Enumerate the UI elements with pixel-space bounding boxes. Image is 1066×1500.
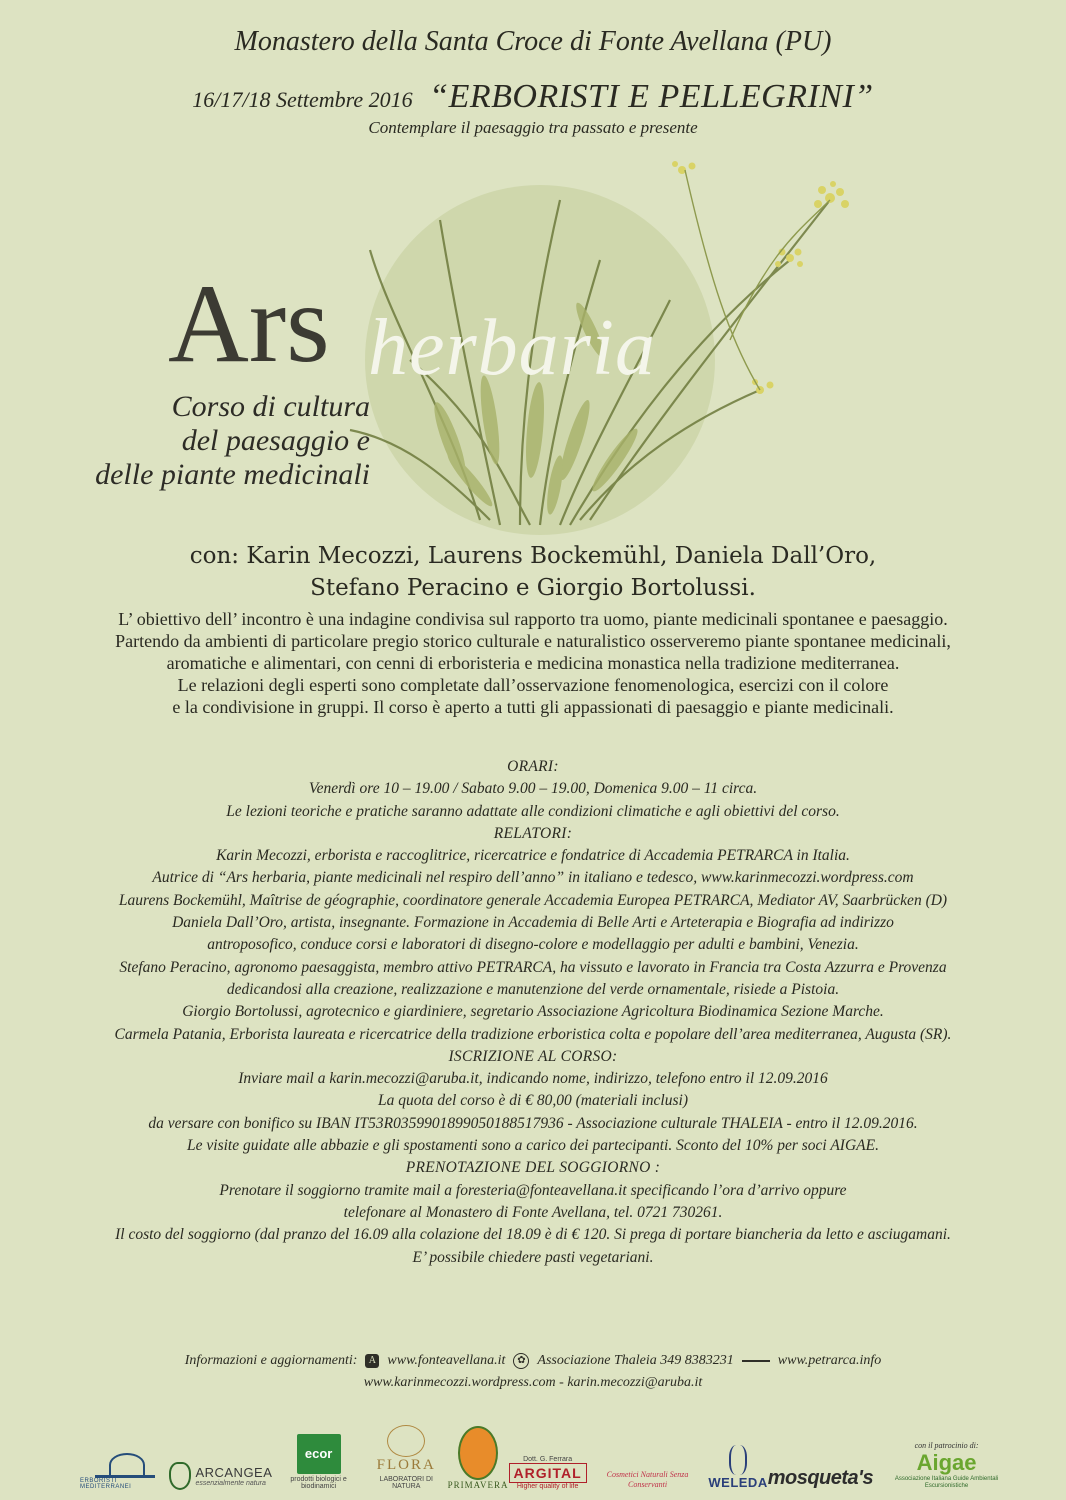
arcangea-logo: ARCANGEA essenzialmente natura	[169, 1462, 272, 1490]
iscrizione-line: Inviare mail a karin.mecozzi@aruba.it, indicando nome, indirizzo, telefono entro il 12.09.2016	[238, 1070, 828, 1088]
intro-line: Le relazioni degli esperti sono completate dall’osservazione fenomenologica, esercizi con il colore	[177, 675, 889, 695]
intro-line: e la condivisione in gruppi. Il corso è aperto a tutti gli appassionati di paesaggio e piante medicinali.	[172, 697, 894, 717]
iscrizione-line: Le visite guidate alle abbazie e gli spostamenti sono a carico dei partecipanti. Sconto del 10% per soci AIGAE.	[187, 1137, 879, 1155]
thaleia-icon: ✿	[513, 1353, 529, 1369]
relatori-line: Giorgio Bortolussi, agrotecnico e giardiniere, segretario Associazione Agricoltura Biodinamica Sezione Marche.	[182, 1003, 884, 1021]
primavera-emblem-icon	[458, 1426, 498, 1480]
iscrizione-line: da versare con bonifico su IBAN IT53R0359901899050188517936 - Associazione culturale THALEIA - entro il 12.09.2016.	[148, 1114, 918, 1132]
relatori-line: Stefano Peracino, agronomo paesaggista, membro attivo PETRARCA, ha vissuto e lavorato in Francia tra Costa Azzurra e Provenza	[119, 958, 947, 976]
fonteavellana-link[interactable]: www.fonteavellana.it	[387, 1353, 506, 1368]
intro-paragraph	[0, 608, 1066, 718]
speakers	[0, 540, 1066, 604]
prenotazione-line: telefonare al Monastero di Fonte Avellana, tel. 0721 730261.	[343, 1203, 723, 1221]
petrarca-link[interactable]: www.petrarca.info	[777, 1353, 882, 1368]
intro-line: aromatiche e alimentari, con cenni di erboristeria e medicina monastica nella tradizione mediterranea.	[166, 653, 900, 673]
dates-line	[0, 78, 1066, 116]
sponsor-logos	[80, 1410, 1020, 1490]
event-subtitle: Contemplare il paesaggio tra passato e presente	[368, 118, 698, 137]
iscrizione-line: La quota del corso è di € 80,00 (materiali inclusi)	[378, 1092, 688, 1110]
contacts-line	[0, 1350, 1066, 1372]
prenotazione-line: Prenotare il soggiorno tramite mail a foresteria@fonteavellana.it specificando l’ora d’arrivo oppure	[219, 1181, 847, 1199]
title-herbaria: herbaria	[368, 304, 656, 392]
relatori-line: Autrice di “Ars herbaria, piante medicinali nel respiro dell’anno” in italiano e tedesco, www.karinmecozzi.wordpress.com	[152, 869, 914, 887]
relatori-line: Daniela Dall’Oro, artista, insegnante. Formazione in Accademia di Belle Arti e Arteterapia e Biografia ad indirizzo	[172, 914, 894, 932]
primavera-logo: PRIMAVERA	[448, 1426, 509, 1490]
mosquetas-logo: mosqueta's	[767, 1467, 874, 1489]
iscrizione-heading: ISCRIZIONE AL CORSO:	[448, 1047, 618, 1065]
course-line: Corso di cultura	[171, 390, 370, 423]
flask-icon	[169, 1462, 191, 1490]
title-ars: Ars	[168, 262, 330, 386]
argital-logo: Dott. G. Ferrara ARGITAL Higher quality of life	[509, 1454, 587, 1490]
cosmetici-naturali-logo: Cosmetici Naturali Senza Conservanti	[606, 1470, 689, 1489]
contacts-label: Informazioni e aggiornamenti:	[184, 1353, 358, 1368]
relatori-line: Laurens Bockemühl, Maîtrise de géographie, coordinatore generale Accademia Europea PETRARCA, Mediator AV, Saarbrücken (D)	[118, 891, 948, 909]
course-description	[30, 390, 370, 492]
prenotazione-line: Il costo del soggiorno (dal pranzo del 16.09 alla colazione del 18.09 è di € 120. Si prega di portare biancheria da letto e asciugamani.	[115, 1226, 951, 1244]
ecor-logo: ecor prodotti biologici e biodinamici	[272, 1434, 364, 1490]
speakers-line: Stefano Peracino e Giorgio Bortolussi.	[310, 575, 756, 601]
contacts	[0, 1350, 1066, 1394]
event-title: “ERBORISTI E PELLEGRINI”	[429, 78, 874, 115]
aigae-logo: con il patrocinio di: Aigae Associazione Italiana Guide Ambientali Escursionistiche	[894, 1441, 999, 1489]
relatori-line: antroposofico, conduce corsi e laboratori di disegno-colore e modellaggio per adulti e bambini, Venezia.	[207, 936, 859, 954]
venue-title: Monastero della Santa Croce di Fonte Avellana (PU)	[234, 26, 832, 57]
monastery-icon: A	[365, 1354, 379, 1368]
contacts-line-2[interactable]: www.karinmecozzi.wordpress.com - karin.mecozzi@aruba.it	[363, 1375, 703, 1390]
petrarca-icon	[742, 1360, 770, 1362]
flora-emblem-icon	[387, 1425, 425, 1457]
relatori-heading: RELATORI:	[493, 824, 573, 842]
prenotazione-heading: PRENOTAZIONE DEL SOGGIORNO :	[405, 1159, 661, 1177]
weleda-logo: WELEDA	[708, 1445, 767, 1490]
relatori-line: dedicandosi alla creazione, realizzazione e manutenzione del verde ornamentale, risiede a Pistoia.	[226, 980, 840, 998]
info-section	[0, 756, 1066, 1269]
thaleia-contact: Associazione Thaleia 349 8383231	[537, 1353, 734, 1368]
prenotazione-line: E’ possibile chiedere pasti vegetariani.	[412, 1248, 654, 1266]
speakers-line: con: Karin Mecozzi, Laurens Bockemühl, Daniela Dall’Oro,	[189, 543, 877, 569]
course-line: delle piante medicinali	[95, 458, 370, 491]
schedule-heading: ORARI:	[507, 758, 559, 775]
intro-line: Partendo da ambienti di particolare pregio storico culturale e naturalistico osserveremo piante spontanee medicinali,	[115, 631, 951, 651]
relatori-line: Karin Mecozzi, erborista e raccoglitrice, ricercatrice e fondatrice di Accademia PETRARCA in Italia.	[216, 847, 850, 865]
schedule-line: Le lezioni teoriche e pratiche saranno adattate alle condizioni climatiche e agli obiettivi del corso.	[226, 802, 840, 820]
intro-line: L’ obiettivo dell’ incontro è una indagine condivisa sul rapporto tra uomo, piante medicinali spontanee e paesaggio.	[118, 609, 948, 629]
course-line: del paesaggio e	[181, 424, 370, 457]
erboristi-emblem-icon	[95, 1451, 155, 1478]
caduceus-icon	[729, 1445, 747, 1475]
schedule-line: Venerdì ore 10 – 19.00 / Sabato 9.00 – 19.00, Domenica 9.00 – 11 circa.	[308, 780, 758, 798]
erboristi-mediterranei-logo: ERBORISTI MEDITERRANEI	[80, 1451, 169, 1490]
flora-logo: FLORA LABORATORI DI NATURA	[365, 1425, 448, 1490]
event-dates: 16/17/18 Settembre 2016	[192, 87, 413, 112]
relatori-line: Carmela Patania, Erborista laureata e ricercatrice della tradizione erboristica colta e popolare dell’area mediterranea, Augusta (SR).	[114, 1025, 952, 1043]
